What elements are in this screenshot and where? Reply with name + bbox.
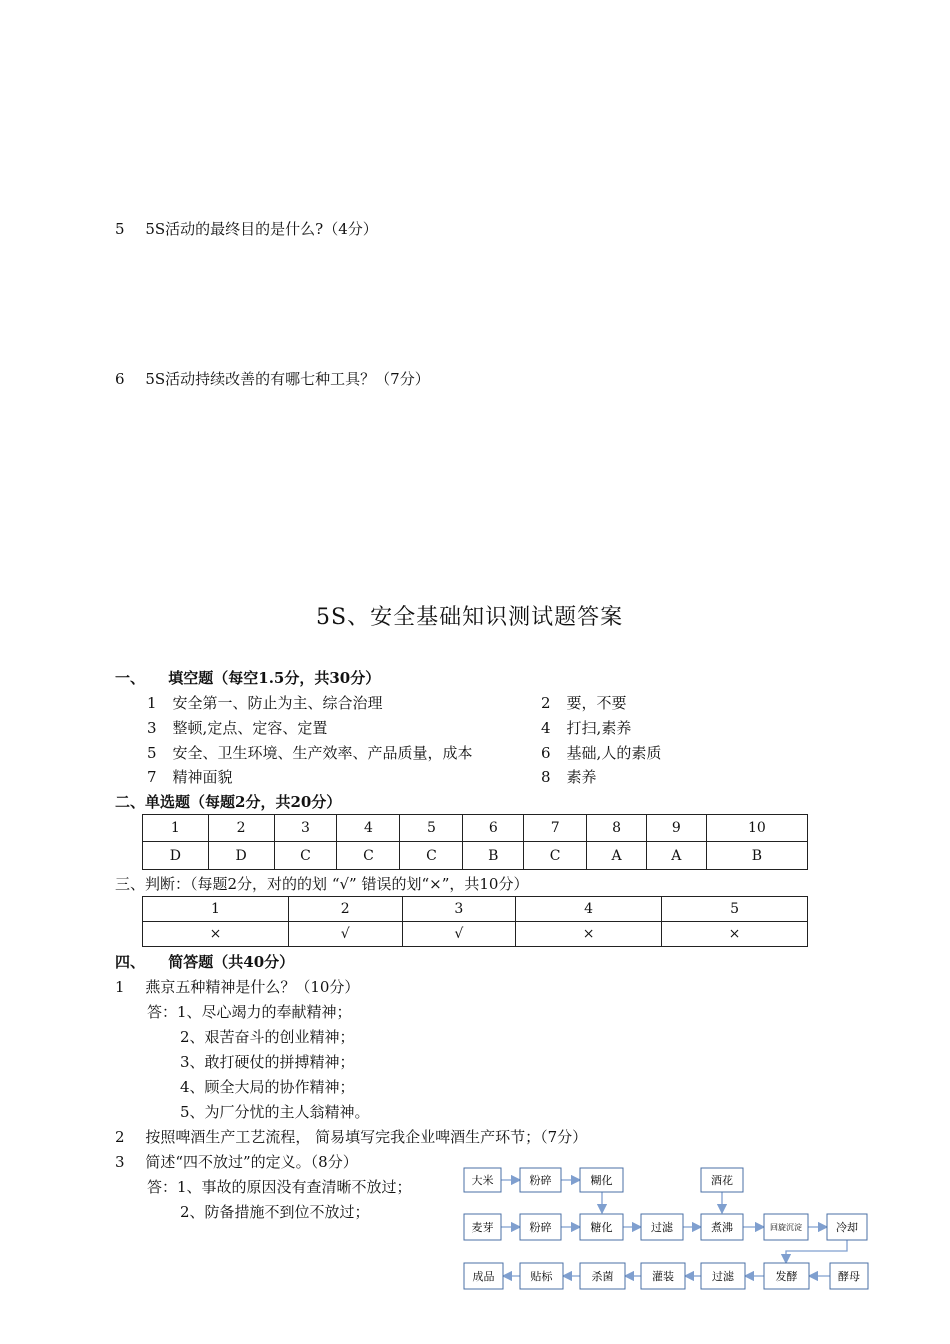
q1-answer-line: 答：1、尽心竭力的奉献精神； — [147, 1003, 352, 1021]
table-cell: 1 — [143, 897, 289, 922]
table-cell: 9 — [646, 815, 706, 842]
table-cell: × — [662, 922, 808, 947]
answer-title: 5S、安全基础知识测试题答案 — [316, 605, 624, 630]
flow-box-label: 灌装 — [652, 1270, 674, 1283]
flow-box-product — [464, 1263, 503, 1289]
fill-text: 整顿,定点、定容、定置 — [172, 719, 328, 737]
fill-text: 基础,人的素质 — [566, 744, 662, 762]
fill-num: 1 — [147, 694, 157, 712]
section3-heading: 三、判断：（每题2分，对的的划 “√” 错误的划“×”，共10分） — [115, 875, 529, 893]
flow-box-boil — [701, 1214, 743, 1240]
fill-num: 2 — [541, 694, 551, 712]
table-cell: 4 — [337, 815, 400, 842]
flow-box-label: 粉碎 — [529, 1174, 552, 1187]
flow-box-label: 麦芽 — [471, 1221, 494, 1234]
q1-answer-line: 5、为厂分忧的主人翁精神。 — [180, 1103, 370, 1121]
question-text: 5S活动持续改善的有哪七种工具？（7分） — [145, 370, 430, 388]
flow-box-whirlpool — [764, 1214, 808, 1240]
flow-box-hops — [701, 1168, 743, 1192]
flow-box-gelatinize — [580, 1168, 623, 1192]
flow-box-label: 发酵 — [775, 1270, 798, 1283]
table-cell: C — [524, 842, 587, 870]
flow-box-label: 贴标 — [530, 1270, 553, 1283]
fill-text: 素养 — [566, 768, 597, 786]
table-cell: B — [463, 842, 524, 870]
q1-answer-line: 4、顾全大局的协作精神； — [180, 1078, 355, 1096]
table-cell: 4 — [516, 897, 662, 922]
fill-num: 6 — [541, 744, 551, 762]
question-text: 5S活动的最终目的是什么?（4分） — [145, 220, 378, 238]
section4-label: 四、 — [115, 953, 146, 971]
fill-num: 8 — [541, 768, 551, 786]
fill-text: 安全、卫生环境、生产效率、产品质量，成本 — [172, 744, 473, 762]
flow-box-cool — [827, 1214, 867, 1240]
flow-box-rice — [464, 1168, 501, 1192]
flow-box-filter-2 — [701, 1263, 745, 1289]
table-cell: √ — [402, 922, 516, 947]
flow-box-label: 大米 — [471, 1174, 494, 1187]
flow-box-label: 煮沸 — [711, 1221, 733, 1234]
table-cell: C — [274, 842, 337, 870]
table-cell: A — [587, 842, 647, 870]
fill-text: 安全第一、防止为主、综合治理 — [172, 694, 383, 712]
fill-num: 5 — [147, 744, 157, 762]
fill-num: 7 — [147, 768, 157, 786]
flow-box-label: 过滤 — [712, 1270, 734, 1283]
flow-box-crush-1 — [520, 1168, 561, 1192]
flow-box-yeast — [830, 1263, 868, 1289]
section4-title: 简答题（共40分） — [168, 953, 295, 971]
flow-box-label: 酵母 — [838, 1270, 860, 1283]
table-cell: 8 — [587, 815, 647, 842]
table-cell: 5 — [662, 897, 808, 922]
table-cell: × — [143, 922, 289, 947]
flow-box-label: 成品 — [472, 1270, 495, 1283]
flow-box-malt — [464, 1214, 501, 1240]
flow-box-label: 糖化 — [590, 1221, 613, 1234]
flow-arrow — [786, 1240, 847, 1263]
table-cell: C — [337, 842, 400, 870]
flow-box-label: 杀菌 — [591, 1270, 614, 1283]
table-cell: C — [400, 842, 463, 870]
table-cell: 2 — [208, 815, 274, 842]
section1-title: 填空题（每空1.5分，共30分） — [168, 669, 381, 687]
question-text: 按照啤酒生产工艺流程， 简易填写完我企业啤酒生产环节；（7分） — [145, 1128, 588, 1146]
table-cell: 2 — [288, 897, 402, 922]
table-cell: 10 — [706, 815, 807, 842]
table-cell: 3 — [402, 897, 516, 922]
flow-box-label: 酒花 — [711, 1174, 733, 1187]
section1-label: 一、 — [115, 669, 146, 687]
flow-box-saccharify — [580, 1214, 623, 1240]
table-cell: D — [208, 842, 274, 870]
table-cell: √ — [288, 922, 402, 947]
table-cell: 7 — [524, 815, 587, 842]
fill-num: 4 — [541, 719, 551, 737]
table-cell: B — [706, 842, 807, 870]
table-cell: 1 — [143, 815, 209, 842]
flow-box-label: 回旋沉淀 — [770, 1223, 802, 1232]
table-cell: D — [143, 842, 209, 870]
question-text: 燕京五种精神是什么？（10分） — [145, 978, 360, 996]
flow-box-label: 冷却 — [836, 1221, 858, 1234]
flow-box-label: 糊化 — [590, 1174, 613, 1187]
fill-num: 3 — [147, 719, 157, 737]
flow-box-label-step — [520, 1263, 563, 1289]
question-number: 5 — [115, 220, 125, 238]
q3-answer-line: 2、防备措施不到位不放过； — [180, 1203, 370, 1221]
q3-answer-line: 答：1、事故的原因没有查清晰不放过； — [147, 1178, 412, 1196]
fill-text: 要，不要 — [566, 694, 627, 712]
fill-text: 精神面貌 — [172, 768, 233, 786]
question-number: 1 — [115, 978, 125, 996]
flow-box-label: 粉碎 — [529, 1221, 552, 1234]
q1-answer-line: 3、敢打硬仗的拼搏精神； — [180, 1053, 355, 1071]
table-cell: × — [516, 922, 662, 947]
section2-heading: 二、单选题（每题2分，共20分） — [115, 793, 342, 811]
flow-box-sterilize — [580, 1263, 625, 1289]
table-cell: 3 — [274, 815, 337, 842]
question-number: 6 — [115, 370, 125, 388]
question-number: 3 — [115, 1153, 125, 1171]
flow-box-crush-2 — [520, 1214, 561, 1240]
question-number: 2 — [115, 1128, 125, 1146]
table-cell: 5 — [400, 815, 463, 842]
fill-text: 打扫,素养 — [566, 719, 632, 737]
flow-box-filter-1 — [641, 1214, 683, 1240]
table-cell: 6 — [463, 815, 524, 842]
flow-box-ferment — [764, 1263, 809, 1289]
flow-box-label: 过滤 — [651, 1221, 673, 1234]
table-cell: A — [646, 842, 706, 870]
q1-answer-line: 2、艰苦奋斗的创业精神； — [180, 1028, 355, 1046]
flow-box-fill — [641, 1263, 685, 1289]
question-text: 简述“四不放过”的定义。（8分） — [145, 1153, 358, 1171]
